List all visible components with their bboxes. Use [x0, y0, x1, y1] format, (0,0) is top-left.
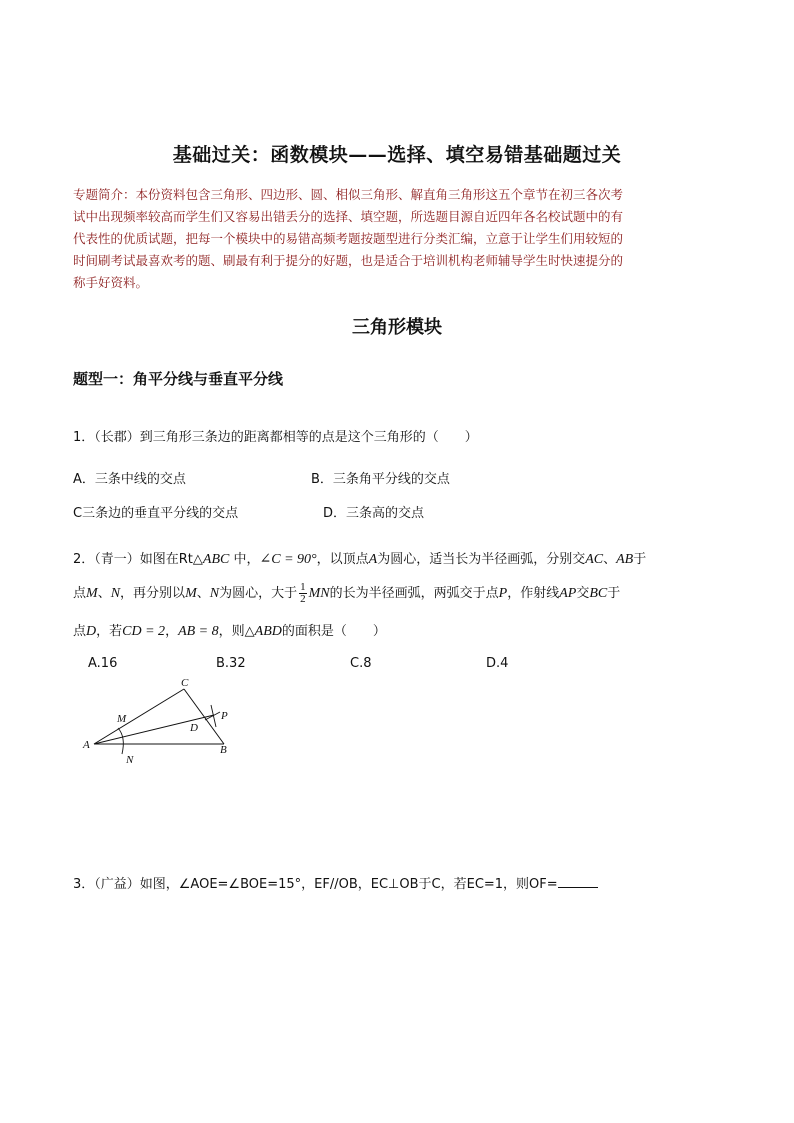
- intro-line: 试中出现频率较高而学生们又容易出错丢分的选择、填空题，所选题目源自近四年各名校试题中的有: [73, 209, 624, 224]
- intro-line: 称手好资料。: [73, 275, 149, 290]
- question-2-option-c: C.8: [350, 656, 372, 671]
- label-c: C: [181, 677, 189, 689]
- intro-paragraph: [73, 184, 723, 294]
- label-m: M: [117, 713, 127, 725]
- question-1-option-c: C三条边的垂直平分线的交点: [73, 506, 239, 521]
- label-b: B: [220, 744, 227, 756]
- intro-line: 代表性的优质试题，把每一个模块中的易错高频考题按题型进行分类汇编，立意于让学生们用较短的: [73, 231, 624, 246]
- question-2-line-3: 点D，若CD = 2，AB = 8，则△ABD的面积是（ ）: [73, 624, 386, 639]
- question-2-line-2: 点M、N，再分别以M、N为圆心，大于 $\frac{1}{2}$ MN的长为半径画弧，两弧交于点P，作射线AP交BC于: [73, 581, 621, 605]
- side-ac: [94, 689, 184, 744]
- label-d: D: [190, 722, 198, 734]
- section-title: 三角形模块: [352, 317, 442, 338]
- intro-line: 专题简介：本份资料包含三角形、四边形、圆、相似三角形、解直角三角形这五个章节在初三各次考: [73, 187, 624, 202]
- label-p: P: [221, 710, 228, 722]
- question-2-option-b: B.32: [216, 656, 246, 671]
- question-type-heading: 题型一：角平分线与垂直平分线: [73, 370, 284, 388]
- question-1-text: 1．（长郡）到三角形三条边的距离都相等的点是这个三角形的（ ）: [73, 430, 478, 445]
- answer-blank[interactable]: [558, 875, 598, 888]
- question-1-option-b: B．三条角平分线的交点: [311, 472, 450, 487]
- question-2-line-1: 2．（青一）如图在Rt△ABC 中，∠C = 90°，以顶点A为圆心，适当长为半径画弧，分别交AC、AB于: [73, 552, 647, 567]
- question-2-option-a: A.16: [88, 656, 118, 671]
- question-1-option-a: A．三条中线的交点: [73, 472, 186, 487]
- question-3: 3．（广益）如图，∠AOE=∠BOE=15°，EF//OB，EC⊥OB于C，若EC=1，则OF=: [73, 873, 598, 892]
- arc-mn: [118, 728, 123, 754]
- side-cb: [184, 689, 224, 744]
- label-a: A: [83, 739, 90, 751]
- one-half-fraction: $\frac{1}{2}$: [300, 581, 306, 605]
- label-n: N: [126, 754, 134, 766]
- question-2-option-d: D.4: [486, 656, 509, 671]
- triangle-figure: [80, 675, 240, 770]
- question-1-option-d: D．三条高的交点: [323, 506, 425, 521]
- document-title: 基础过关：函数模块——选择、填空易错基础题过关: [172, 144, 622, 166]
- intro-line: 时间刷考试最喜欢考的题、刷最有利于提分的好题，也是适合于培训机构老师辅导学生时快速提分的: [73, 253, 624, 268]
